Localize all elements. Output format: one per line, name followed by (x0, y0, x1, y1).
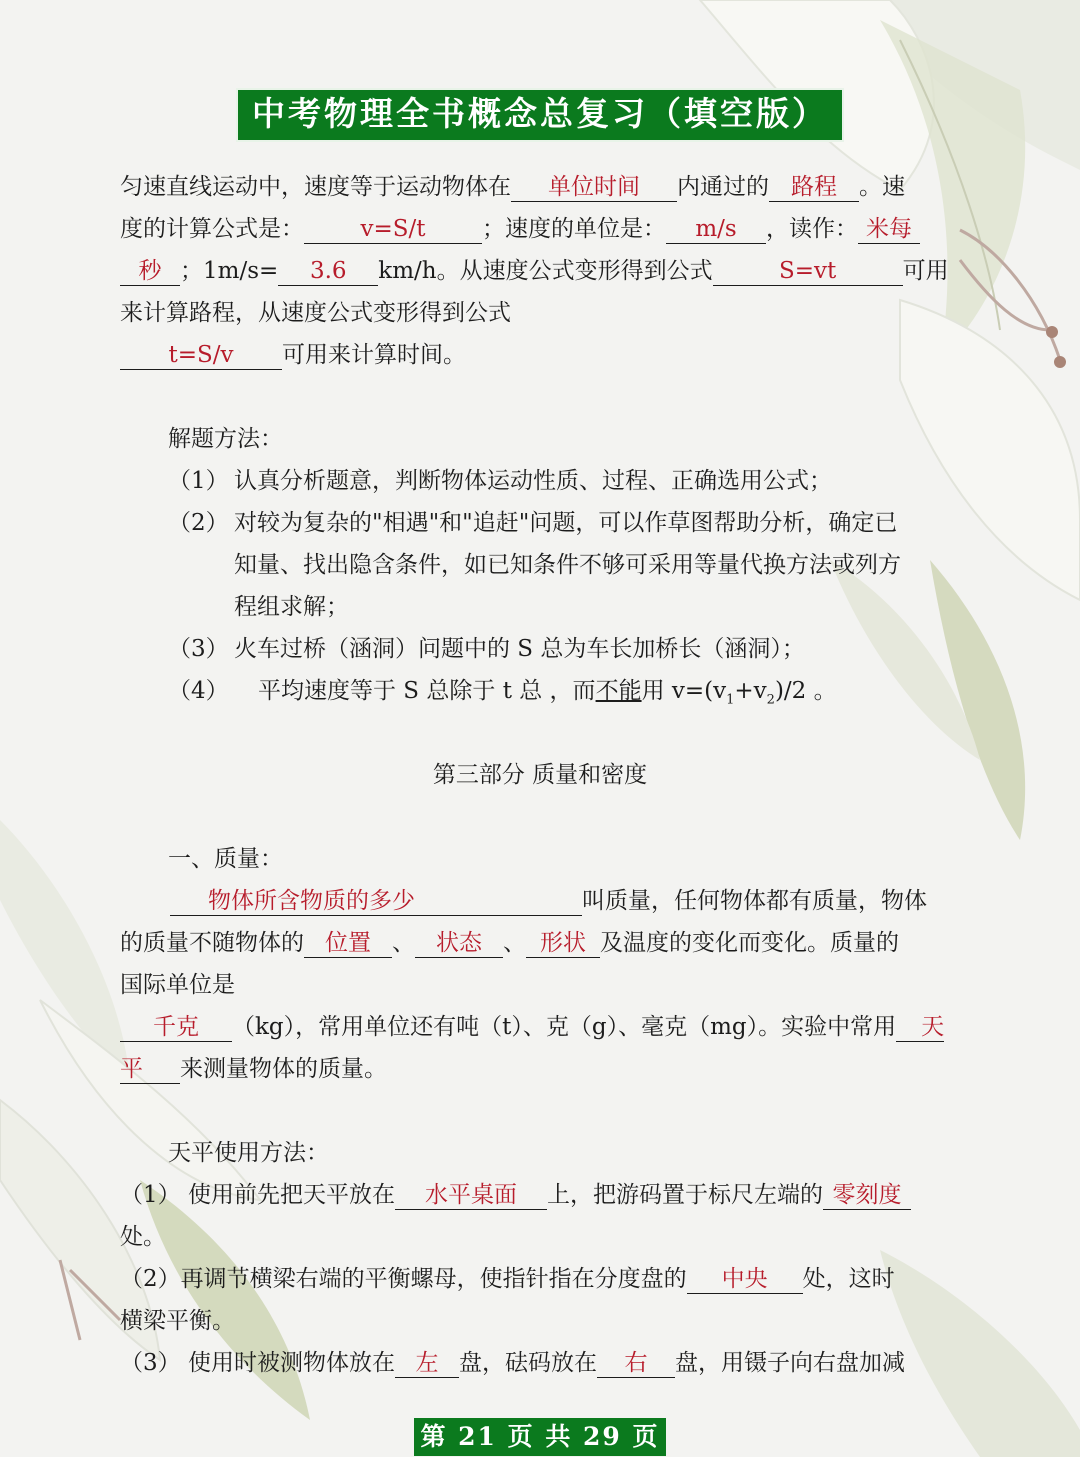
mass-line-3: 国际单位是 (120, 972, 235, 998)
method-1-text: 认真分析题意，判断物体运动性质、过程、正确选用公式； (234, 468, 832, 494)
balance-step-2-end: 横梁平衡。 (120, 1308, 235, 1334)
answer-blank: v=S/t (304, 215, 482, 244)
text: +v (734, 678, 767, 704)
text: 盘，砝码放在 (458, 1350, 597, 1376)
answer-blank: 位置 (304, 929, 392, 958)
text: 使用时被测物体放在 (187, 1350, 395, 1376)
answer-blank: 左 (395, 1349, 459, 1378)
answer-blank: 单位时间 (511, 173, 677, 202)
balance-step-2 (120, 1264, 895, 1294)
text: 盘，用镊子向右盘加减 (674, 1350, 905, 1376)
answer-blank: 路程 (769, 173, 859, 202)
text: （1） (120, 1182, 181, 1208)
text: 、 (503, 930, 526, 956)
answer-blank: 3.6 (278, 257, 378, 286)
text: 可用 (902, 258, 949, 284)
answer-blank: 形状 (526, 929, 600, 958)
balance-step-3 (120, 1348, 905, 1378)
method-3-text: 火车过桥（涵洞）问题中的 S 总为车长加桥长（涵洞）； (234, 636, 805, 662)
text: 、 (392, 930, 415, 956)
balance-step-1 (120, 1180, 911, 1210)
text: 的质量不随物体的 (120, 930, 304, 956)
text: 。速 (859, 174, 905, 200)
text: km/h。从速度公式变形得到公式 (378, 258, 713, 284)
answer-text: 物体所含物质的多少 (208, 888, 415, 914)
text: 用 v=(v (641, 678, 727, 704)
answer-blank: 平 (120, 1055, 180, 1084)
text: 可用来计算时间。 (282, 342, 466, 368)
text: ，读作： (766, 216, 858, 242)
balance-step-1-end: 处。 (120, 1224, 166, 1250)
subscript: 2 (766, 692, 775, 708)
text: 处，这时 (802, 1266, 895, 1292)
speed-line-2 (120, 214, 920, 244)
speed-line-1 (120, 172, 905, 202)
text: )/2 。 (774, 678, 837, 704)
answer-blank: 秒 (120, 257, 180, 286)
method-3-number: （3） (168, 636, 229, 662)
text: 及温度的变化而变化。质量的 (600, 930, 899, 956)
method-2-text-2: 知量、找出隐含条件，如已知条件不够可采用等量代换方法或列方 (234, 552, 901, 578)
balance-title: 天平使用方法： (168, 1140, 329, 1166)
mass-line-5 (120, 1054, 387, 1084)
answer-blank: 千克 (120, 1013, 232, 1042)
answer-blank: 中央 (687, 1265, 803, 1294)
text: 叫质量，任何物体都有质量，物体 (582, 888, 927, 914)
text: 来测量物体的质量。 (180, 1056, 387, 1082)
page-number-footer: 第 21 页 共 29 页 (414, 1418, 666, 1456)
speed-line-3 (120, 256, 949, 286)
methods-title: 解题方法： (168, 426, 283, 452)
mass-line-4 (120, 1012, 944, 1042)
mass-line-1 (170, 886, 927, 916)
text: 平均速度等于 S 总除于 t 总 ，而 (258, 678, 596, 704)
answer-blank: S=vt (713, 257, 903, 286)
method-2-number: （2） (168, 510, 229, 536)
answer-blank: m/s (666, 215, 766, 244)
text: ；1m/s= (180, 258, 279, 284)
answer-blank: 右 (597, 1349, 675, 1378)
answer-blank: 米每 (858, 215, 920, 244)
underlined-text: 不能 (595, 678, 642, 704)
answer-blank: 水平桌面 (395, 1181, 547, 1210)
method-1-number: （1） (168, 468, 229, 494)
text: ；速度的单位是： (482, 216, 666, 242)
document-title: 中考物理全书概念总复习（填空版） (238, 90, 842, 140)
method-2-text-3: 程组求解； (234, 594, 349, 620)
answer-blank: 天 (896, 1013, 944, 1042)
speed-line-4: 来计算路程，从速度公式变形得到公式 (120, 300, 511, 326)
answer-blank (170, 887, 582, 916)
answer-blank: 状态 (415, 929, 503, 958)
text: （kg），常用单位还有吨（t）、克（g）、毫克（mg）。实验中常用 (232, 1014, 897, 1040)
method-2-text-1: 对较为复杂的"相遇"和"追赶"问题，可以作草图帮助分析，确定已 (234, 510, 898, 536)
text: 使用前先把天平放在 (187, 1182, 395, 1208)
text: （3） (120, 1350, 181, 1376)
method-4-number: （4） (168, 678, 229, 704)
answer-blank: 零刻度 (823, 1181, 911, 1210)
section-heading: 第三部分 质量和密度 (432, 762, 648, 788)
method-4-text (258, 676, 837, 716)
mass-line-2 (120, 928, 899, 958)
text: 内通过的 (677, 174, 769, 200)
text: 度的计算公式是： (120, 216, 304, 242)
subscript: 1 (726, 692, 735, 708)
text: 匀速直线运动中，速度等于运动物体在 (120, 174, 511, 200)
speed-line-5 (120, 340, 466, 370)
text: 上，把游码置于标尺左端的 (546, 1182, 823, 1208)
mass-heading: 一、质量： (168, 846, 283, 872)
text: （2）再调节横梁右端的平衡螺母，使指针指在分度盘的 (120, 1266, 687, 1292)
answer-blank: t=S/v (120, 341, 282, 370)
